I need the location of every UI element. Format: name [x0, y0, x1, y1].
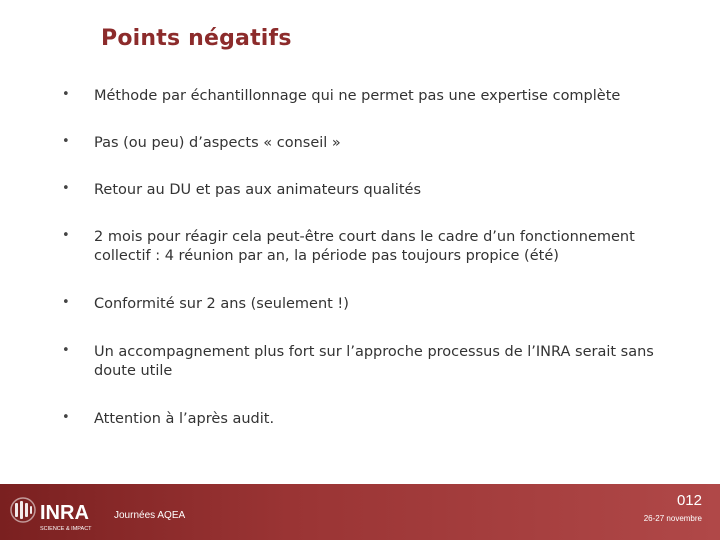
bullet-marker: • [62, 134, 70, 149]
logo-wordmark: INRA [40, 502, 89, 524]
bullet-marker: • [62, 343, 70, 358]
bullet-text: Pas (ou peu) d’aspects « conseil » [94, 135, 341, 151]
logo-tagline: SCIENCE & IMPACT [40, 526, 92, 532]
bullet-text: Conformité sur 2 ans (seulement !) [94, 296, 349, 312]
bullet-text: Un accompagnement plus fort sur l’approche processus de l’INRA serait sans doute utile [94, 344, 654, 379]
bullet-marker: • [62, 410, 70, 425]
bullet-text: Retour au DU et pas aux animateurs qualités [94, 182, 422, 198]
bullet-marker: • [62, 181, 70, 196]
bullet-text: Méthode par échantillonnage qui ne permet pas une expertise complète [94, 88, 621, 104]
bullet-marker: • [62, 228, 70, 243]
page-number: 012 [676, 492, 702, 509]
bullet-marker: • [62, 87, 70, 102]
footer-band [0, 484, 720, 540]
slide-title: Points négatifs [101, 26, 292, 51]
bullet-text: Attention à l’après audit. [94, 411, 275, 427]
bullet-marker: • [62, 295, 70, 310]
bullet-text: 2 mois pour réagir cela peut-être court dans le cadre d’un fonctionnement collectif : 4 réunion par an, la période pas toujours propice (été) [94, 229, 635, 264]
event-dates: 26-27 novembre [643, 514, 702, 523]
event-name: Journées AQEA [114, 510, 186, 521]
inra-logo [8, 494, 108, 534]
